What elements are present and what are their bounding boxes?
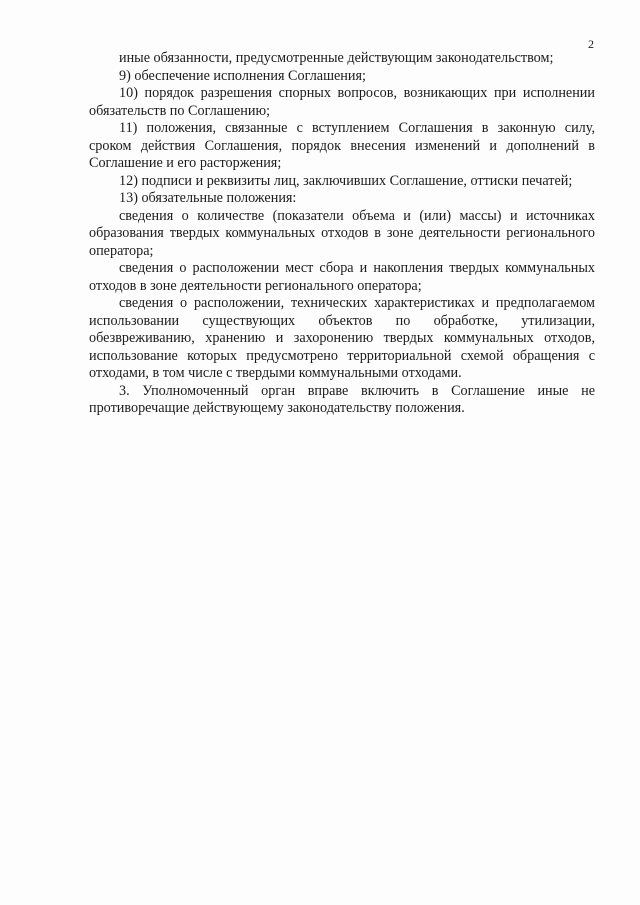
paragraph-item-11: 11) положения, связанные с вступлением Соглашения в законную силу, сроком действия Соглашения, порядок внесения изменений и дополнений в Соглашение и его расторжения;	[89, 120, 595, 171]
paragraph-item-10: 10) порядок разрешения спорных вопросов, возникающих при исполнении обязательств по Соглашению;	[89, 85, 595, 119]
paragraph-section-3: 3. Уполномоченный орган вправе включить в Соглашение иные не противоречащие действующему законодательству положения.	[89, 382, 595, 416]
paragraph-item-9: 9) обеспечение исполнения Соглашения;	[119, 67, 366, 84]
paragraph-item-13: 13) обязательные положения:	[119, 190, 297, 206]
paragraph-collection-sites-info: сведения о расположении мест сбора и накопления твердых коммунальных отходов в зоне деятельности регионального оператора;	[89, 260, 595, 294]
paragraph-other-obligations: иные обязанности, предусмотренные действующим законодательством;	[119, 50, 554, 66]
page-number: 2	[588, 37, 594, 51]
document-body	[89, 50, 595, 418]
paragraph-waste-quantity-info: сведения о количестве (показатели объема и (или) массы) и источниках образования твердых коммунальных отходов в зоне деятельности регионального оператора;	[89, 207, 595, 259]
paragraph-facilities-info: сведения о расположении, технических характеристиках и предполагаемом использовании существующих объектов по обработке, утилизации, обезвреживанию, хранению и захоронению твердых коммунальных отходов, использование которых предусмотрено территориальной схемой обращения с отходами, в том числе с твердыми коммунальными отходами.	[89, 295, 595, 381]
paragraph-item-12: 12) подписи и реквизиты лиц, заключивших Соглашение, оттиски печатей;	[119, 172, 573, 189]
